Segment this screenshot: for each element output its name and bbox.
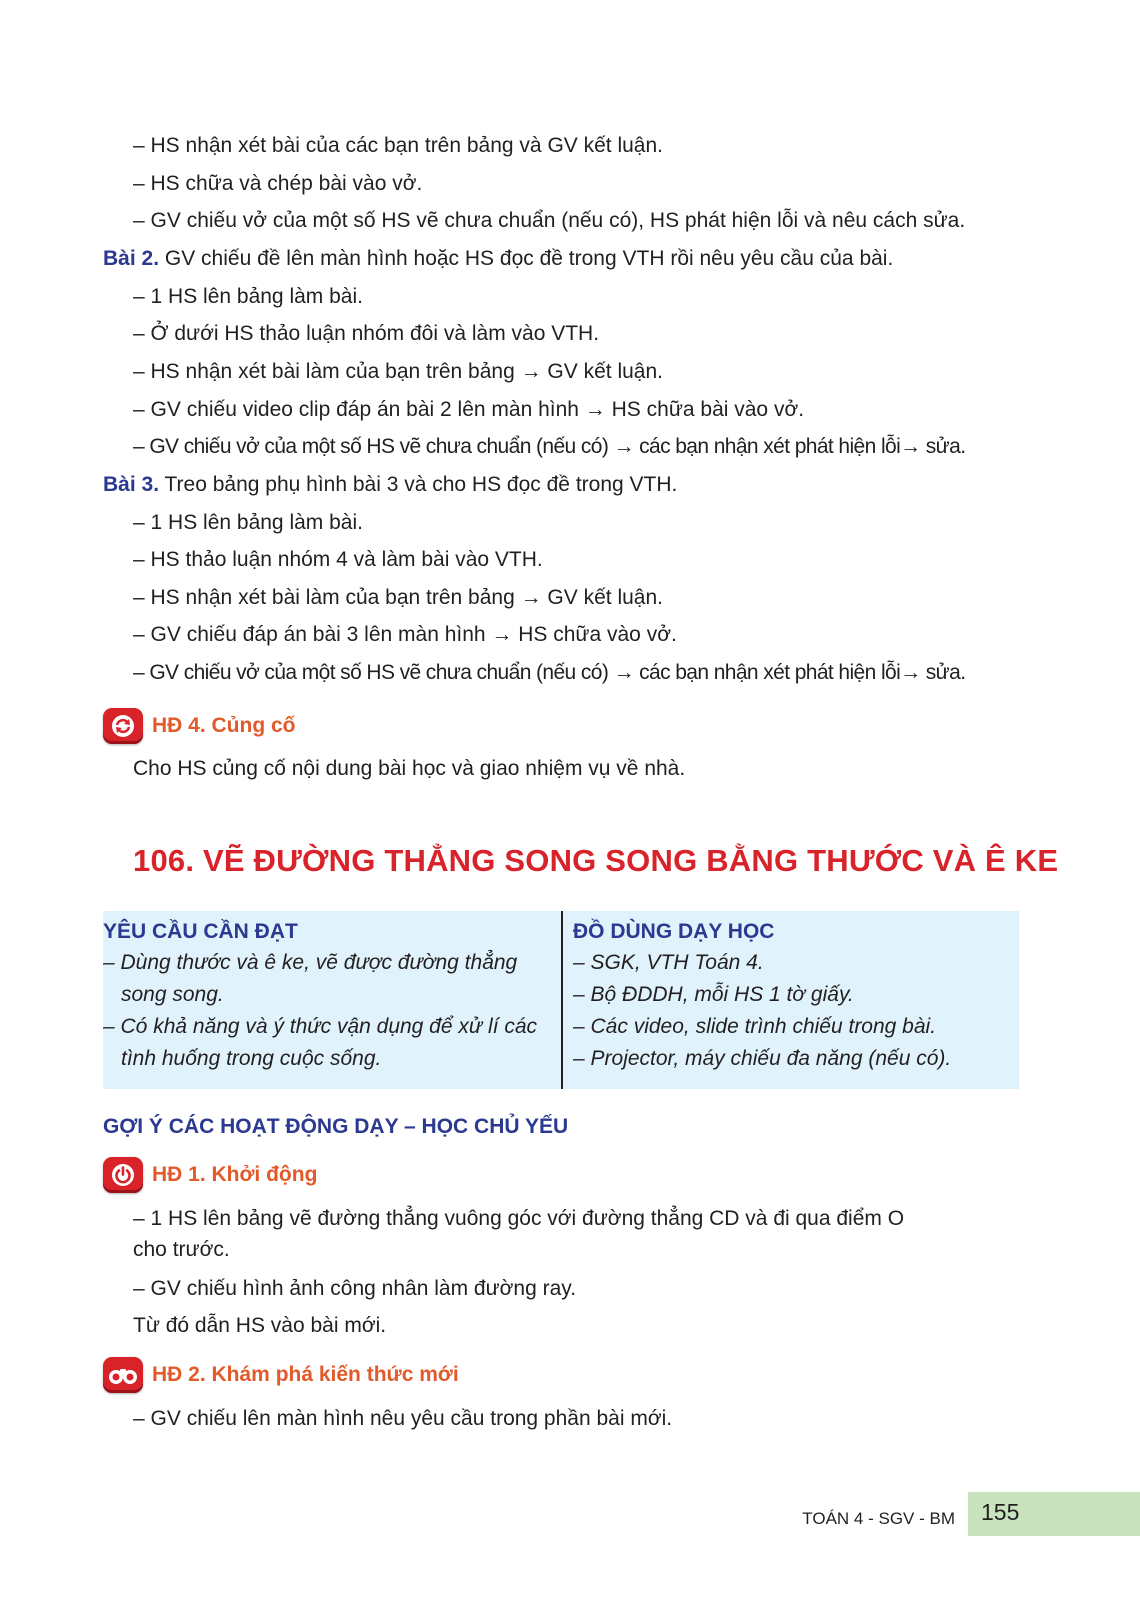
materials-heading: ĐỒ DÙNG DẠY HỌC xyxy=(573,920,775,943)
requirements-column xyxy=(103,917,543,1075)
material-item: – Bộ ĐDDH, mỗi HS 1 tờ giấy. xyxy=(573,983,854,1006)
text-line: – GV chiếu hình ảnh công nhân làm đường ray. xyxy=(133,1277,577,1300)
text-line: – HS nhận xét bài làm của bạn trên bảng → GV kết luận. xyxy=(133,586,663,609)
activity-2-header xyxy=(103,1357,459,1393)
text-line: – Ở dưới HS thảo luận nhóm đôi và làm vào VTH. xyxy=(133,322,600,345)
text-line: – HS nhận xét bài của các bạn trên bảng và GV kết luận. xyxy=(133,134,664,157)
text-line: – GV chiếu lên màn hình nêu yêu cầu trong phần bài mới. xyxy=(133,1407,673,1430)
materials-column xyxy=(573,917,1013,1075)
text-line: Cho HS củng cố nội dung bài học và giao nhiệm vụ về nhà. xyxy=(133,757,686,780)
text-line: – HS nhận xét bài làm của bạn trên bảng → GV kết luận. xyxy=(133,360,663,383)
text-line: – 1 HS lên bảng làm bài. xyxy=(133,511,363,534)
activity-2-title: HĐ 2. Khám phá kiến thức mới xyxy=(152,1363,459,1386)
activity-4-header xyxy=(103,708,296,744)
requirement-item: – Dùng thước và ê ke, vẽ được đường thẳng song song. xyxy=(103,951,518,1006)
exercise-3-heading xyxy=(103,471,677,499)
activity-1-header xyxy=(103,1157,317,1193)
material-item: – Projector, máy chiếu đa năng (nếu có). xyxy=(573,1047,952,1070)
exercise-2-label: Bài 2. xyxy=(103,247,160,270)
text-line: – GV chiếu đáp án bài 3 lên màn hình → HS chữa vào vở. xyxy=(133,623,677,646)
text-line: Từ đó dẫn HS vào bài mới. xyxy=(133,1314,387,1337)
text-line: cho trước. xyxy=(133,1238,230,1261)
text-line: – HS chữa và chép bài vào vở. xyxy=(133,172,423,195)
exercise-3-label: Bài 3. xyxy=(103,473,160,496)
exercise-3-text: Treo bảng phụ hình bài 3 và cho HS đọc đề trong VTH. xyxy=(159,473,678,496)
text-line: – 1 HS lên bảng vẽ đường thẳng vuông góc với đường thẳng CD và đi qua điểm O xyxy=(133,1207,905,1230)
text-line: – GV chiếu vở của một số HS vẽ chưa chuẩn (nếu có) → các bạn nhận xét phát hiện lỗi→ sửa. xyxy=(133,435,966,458)
text-line: – GV chiếu vở của một số HS vẽ chưa chuẩn (nếu có), HS phát hiện lỗi và nêu cách sửa. xyxy=(133,209,966,232)
text-line: – GV chiếu video clip đáp án bài 2 lên màn hình → HS chữa bài vào vở. xyxy=(133,398,805,421)
column-divider xyxy=(561,911,563,1089)
activity-4-title: HĐ 4. Củng cố xyxy=(152,714,296,737)
activities-heading: GỢI Ý CÁC HOẠT ĐỘNG DẠY – HỌC CHỦ YẾU xyxy=(103,1115,569,1138)
page-number-box xyxy=(968,1492,1140,1536)
binoculars-icon xyxy=(103,1357,143,1393)
activity-1-title: HĐ 1. Khởi động xyxy=(152,1163,318,1186)
refresh-icon xyxy=(103,708,143,744)
material-item: – Các video, slide trình chiếu trong bài. xyxy=(573,1015,937,1038)
objectives-box xyxy=(103,911,1019,1089)
exercise-2-heading xyxy=(103,245,893,273)
book-title: TOÁN 4 - SGV - BM xyxy=(802,1509,955,1528)
page-number: 155 xyxy=(981,1499,1020,1525)
requirements-heading: YÊU CẦU CẦN ĐẠT xyxy=(103,920,298,943)
requirement-item: – Có khả năng và ý thức vận dụng để xử lí các tình huống trong cuộc sống. xyxy=(103,1015,538,1070)
text-line: – HS thảo luận nhóm 4 và làm bài vào VTH. xyxy=(133,548,543,571)
material-item: – SGK, VTH Toán 4. xyxy=(573,951,764,974)
power-icon xyxy=(103,1157,143,1193)
text-line: – GV chiếu vở của một số HS vẽ chưa chuẩn (nếu có) → các bạn nhận xét phát hiện lỗi→ sửa. xyxy=(133,661,966,684)
lesson-title: 106. VẼ ĐƯỜNG THẲNG SONG SONG BẰNG THƯỚC VÀ Ê KE xyxy=(133,843,1059,878)
text-line: – 1 HS lên bảng làm bài. xyxy=(133,285,363,308)
exercise-2-text: GV chiếu đề lên màn hình hoặc HS đọc đề trong VTH rồi nêu yêu cầu của bài. xyxy=(159,247,894,270)
